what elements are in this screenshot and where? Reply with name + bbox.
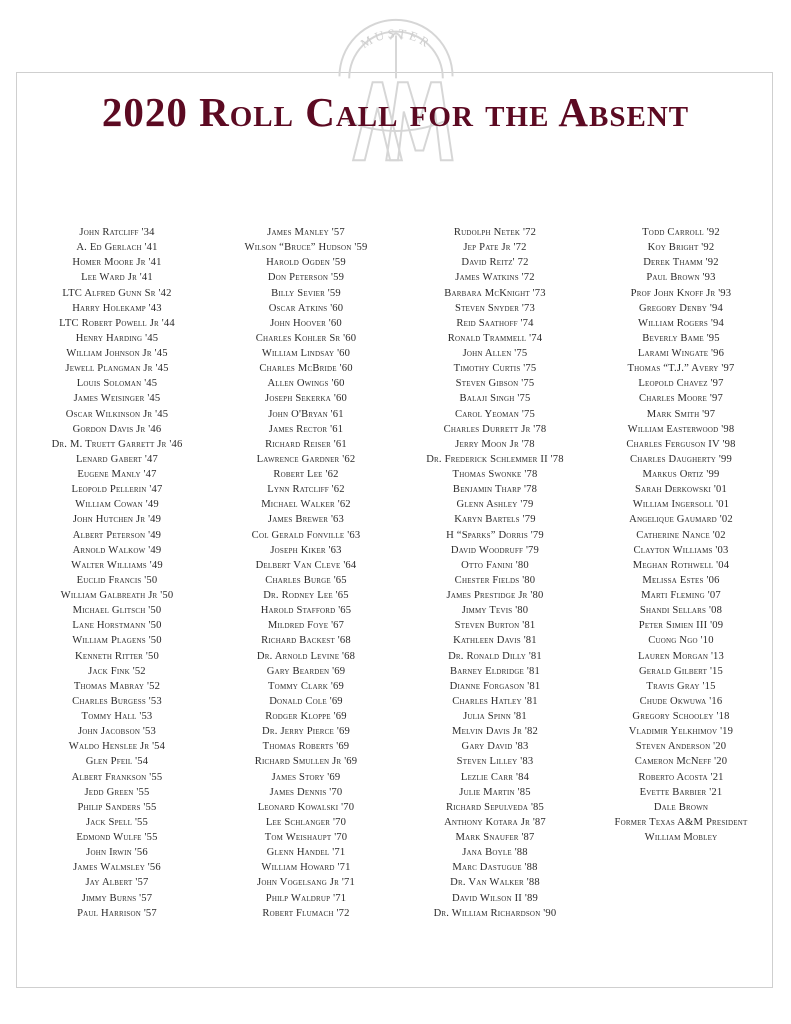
name-entry: James Rector '61: [268, 423, 344, 435]
name-entry: Steven Anderson '20: [635, 741, 727, 753]
name-entry: Michael Glitsch '50: [72, 605, 162, 617]
name-entry: Steven Gibson '75: [455, 378, 535, 390]
name-entry: William Johnson Jr '45: [66, 348, 168, 359]
name-entry: James Walmsley '56: [73, 862, 161, 874]
name-entry: Meghan Rothwell '04: [632, 559, 730, 571]
name-entry: William Rogers '94: [638, 317, 724, 329]
name-entry: Col Gerald Fonville '63: [251, 529, 361, 541]
name-entry: Billy Sevier '59: [271, 287, 341, 299]
name-entry: A. Ed Gerlach '41: [76, 242, 158, 254]
name-entry: Jedd Green '55: [84, 786, 150, 798]
name-entry: Catherine Nance '02: [636, 529, 726, 541]
name-entry: Marc Dastugue '88: [452, 862, 538, 874]
name-entry: Gregory Denby '94: [639, 302, 723, 314]
name-entry: Clayton Williams '03: [633, 544, 729, 556]
name-entry: Jerry Moon Jr '78: [455, 438, 535, 450]
name-entry: Robert Flumach '72: [262, 907, 350, 919]
name-entry: Don Peterson '59: [267, 272, 345, 284]
name-entry: Otto Fanini '80: [461, 559, 529, 571]
name-entry: Harry Holekamp '43: [72, 302, 162, 314]
name-entry: Steven Lilley '83: [456, 756, 534, 768]
name-entry: Cameron McNeff '20: [634, 756, 728, 768]
name-entry: John Jacobson '53: [77, 726, 157, 738]
name-entry: Derek Thamm '92: [643, 257, 719, 269]
names-column-2: [212, 225, 400, 921]
name-entry: Dr. Frederick Schlemmer II '78: [426, 453, 564, 465]
page-title: 2020 Roll Call for the Absent: [101, 89, 690, 135]
name-entry: David Wilson II '89: [452, 892, 538, 904]
name-entry: Dr. Arnold Levine '68: [256, 650, 356, 662]
name-entry: Jimmy Tevis '80: [461, 605, 529, 617]
name-entry: Lauren Morgan '13: [637, 650, 725, 662]
name-entry: Oscar Wilkinson Jr '45: [65, 408, 169, 420]
names-column-3: [400, 225, 590, 921]
name-entry: Charles Burge '65: [265, 574, 347, 586]
name-entry: Jay Albert '57: [85, 877, 149, 889]
name-entry: Steven Snyder '73: [454, 302, 536, 314]
name-entry: Melissa Estes '06: [642, 574, 720, 586]
name-entry: Charles Durrett Jr '78: [443, 423, 547, 435]
name-entry: Charles Kohler Sr '60: [255, 332, 357, 344]
name-entry: Marti Fleming '07: [641, 590, 721, 601]
name-entry: Thomas Mabray '52: [73, 680, 161, 692]
name-entry: Albert Frankson '55: [71, 771, 163, 783]
name-entry: David Woodruff '79: [450, 544, 540, 556]
name-entry: Vladimir Yelkhimov '19: [628, 726, 734, 738]
name-entry: Barbara McKnight '73: [444, 287, 546, 299]
name-entry: Angelique Gaumard '02: [629, 514, 733, 526]
name-entry: James Dennis '70: [269, 786, 343, 798]
name-entry: Jewell Plangman Jr '45: [65, 363, 169, 375]
name-entry: Edmond Wulfe '55: [76, 832, 158, 843]
name-entry: Reid Saathoff '74: [456, 317, 534, 329]
name-entry: Lenard Gabert '47: [76, 453, 158, 465]
name-entry: Allen Owings '60: [267, 378, 345, 390]
name-entry: Dale Brown: [653, 801, 709, 813]
name-entry: Tommy Clark '69: [268, 680, 344, 692]
name-entry: Glenn Handel '71: [266, 847, 346, 859]
name-entry: Harold Ogden '59: [266, 257, 346, 269]
name-entry: Dr. William Richardson '90: [433, 907, 557, 919]
name-entry: Glen Pfeil '54: [85, 756, 149, 768]
name-entry: Jack Spell '55: [85, 816, 149, 828]
name-entry: Paul Harrison '57: [77, 907, 157, 919]
name-entry: James Prestidge Jr '80: [446, 590, 544, 601]
name-entry: Dr. Van Walker '88: [450, 877, 540, 889]
name-entry: Ronald Trammell '74: [447, 332, 543, 344]
name-entry: Carol Yeoman '75: [454, 408, 536, 420]
name-entry: Dr. Jerry Pierce '69: [262, 726, 350, 738]
name-entry: William Howard '71: [261, 862, 351, 874]
name-entry: Rudolph Netek '72: [453, 227, 537, 238]
name-entry: Koy Bright '92: [647, 242, 715, 254]
name-entry: Delbert Van Cleve '64: [255, 559, 357, 571]
name-entry: Dr. M. Truett Garrett Jr '46: [51, 438, 183, 450]
name-entry: Jimmy Burns '57: [81, 892, 153, 904]
name-entry: Chester Fields '80: [454, 574, 536, 586]
name-entry: Balaji Singh '75: [459, 393, 531, 405]
name-entry: Dianne Forgason '81: [449, 680, 541, 692]
name-entry: Richard Reiser '61: [265, 438, 347, 450]
name-entry: Cuong Ngo '10: [648, 635, 714, 647]
name-entry: Dr. Rodney Lee '65: [263, 590, 349, 601]
names-column-4: [590, 225, 772, 921]
name-entry: William Lindsay '60: [261, 348, 351, 359]
name-entry: Lee Ward Jr '41: [81, 272, 153, 284]
name-entry: Kenneth Ritter '50: [75, 650, 159, 662]
names-column-1: [22, 225, 212, 921]
name-entry: Karyn Bartels '79: [454, 514, 536, 526]
name-entry: Henry Harding '45: [75, 332, 159, 344]
name-entry: William Galbreath Jr '50: [60, 590, 174, 601]
name-entry: Lawrence Gardner '62: [256, 453, 356, 465]
name-entry: Philip Sanders '55: [77, 801, 157, 813]
name-entry: William Ingersoll '01: [632, 499, 730, 511]
name-entry: Benjamin Tharp '78: [452, 484, 538, 496]
name-entry: James Weisinger '45: [73, 393, 161, 405]
svg-text:MUSTER: MUSTER: [358, 26, 434, 52]
name-entry: Shandi Sellars '08: [639, 605, 723, 617]
name-entry: John Irwin '56: [86, 847, 148, 859]
name-entry: James Watkins '72: [455, 272, 535, 284]
name-entry: Charles Moore '97: [639, 393, 723, 405]
name-entry: Walter Williams '49: [71, 559, 163, 571]
name-entry: Thomas “T.J.” Avery '97: [627, 363, 735, 375]
name-entry: John Ratcliff '34: [79, 227, 155, 238]
name-entry: Waldo Henslee Jr '54: [68, 741, 166, 753]
name-entry: Jana Boyle '88: [462, 847, 528, 859]
name-entry: Lezlie Carr '84: [460, 771, 530, 783]
name-entry: Lynn Ratcliff '62: [267, 484, 345, 496]
name-entry: LTC Alfred Gunn Sr '42: [62, 287, 172, 299]
name-entry: Former Texas A&M President William Mobley: [614, 816, 748, 844]
name-entry: Thomas Swonke '78: [452, 469, 538, 480]
name-entry: Evette Barbier '21: [639, 786, 723, 798]
name-entry: Gary Bearden '69: [266, 665, 346, 677]
name-entry: James Story '69: [271, 771, 341, 783]
name-entry: Homer Moore Jr '41: [72, 257, 162, 269]
name-entry: Julie Martin '85: [459, 786, 531, 798]
name-entry: Barney Eldridge '81: [450, 665, 540, 677]
name-entry: Richard Backest '68: [261, 635, 351, 647]
name-entry: Joseph Sekerka '60: [265, 393, 347, 405]
name-entry: Kathleen Davis '81: [453, 635, 537, 647]
name-entry: Jack Fink '52: [88, 665, 146, 677]
name-entry: Charles McBride '60: [259, 363, 353, 375]
name-entry: Chude Okwuwa '16: [639, 695, 723, 707]
name-entry: Markus Ortiz '99: [642, 469, 720, 480]
name-entry: Julia Spinn '81: [463, 711, 527, 722]
name-entry: Paul Brown '93: [646, 272, 716, 284]
name-entry: Arnold Walkow '49: [72, 544, 162, 556]
name-entry: Robert Lee '62: [273, 469, 339, 480]
name-entry: Timothy Curtis '75: [453, 363, 537, 375]
name-entry: Steven Burton '81: [454, 620, 536, 632]
name-entry: Travis Gray '15: [646, 680, 716, 692]
name-entry: Euclid Francis '50: [76, 574, 158, 586]
name-entry: James Manley '57: [267, 227, 345, 238]
name-entry: Harold Stafford '65: [260, 605, 352, 617]
name-entry: Peter Simien III '09: [638, 620, 724, 632]
roll-call-columns: [22, 225, 772, 921]
name-entry: John Hoover '60: [270, 317, 342, 329]
name-entry: Mark Smith '97: [646, 408, 716, 420]
name-entry: Melvin Davis Jr '82: [452, 726, 538, 738]
name-entry: John Hutchen Jr '49: [72, 514, 162, 526]
name-entry: Beverly Bame '95: [642, 332, 720, 344]
name-entry: Oscar Atkins '60: [268, 302, 344, 314]
name-entry: Leonard Kowalski '70: [257, 801, 355, 813]
name-entry: Dr. Ronald Dilly '81: [448, 650, 542, 662]
name-entry: Sarah Derkowski '01: [635, 484, 727, 496]
name-entry: Thomas Roberts '69: [262, 741, 350, 753]
name-entry: Tommy Hall '53: [81, 711, 153, 722]
name-entry: Todd Carroll '92: [642, 227, 720, 238]
name-entry: Roberto Acosta '21: [638, 771, 724, 783]
name-entry: Louis Soloman '45: [76, 378, 158, 390]
name-entry: Joseph Kiker '63: [270, 544, 342, 556]
name-entry: Prof John Knoff Jr '93: [630, 287, 732, 299]
name-entry: John Vogelsang Jr '71: [257, 877, 355, 889]
name-entry: Eugene Manly '47: [77, 469, 157, 480]
name-entry: David Reitz' 72: [461, 257, 529, 269]
name-entry: H “Sparks” Dorris '79: [446, 529, 544, 541]
name-entry: Mark Snaufer '87: [455, 832, 535, 843]
name-entry: William Cowan '49: [75, 499, 159, 511]
name-entry: John O'Bryan '61: [268, 408, 344, 420]
name-entry: Donald Cole '69: [269, 695, 343, 707]
name-entry: Charles Burgess '53: [72, 695, 162, 707]
name-entry: Anthony Kotara Jr '87: [444, 816, 546, 828]
name-entry: Larami Wingate '96: [637, 348, 725, 359]
name-entry: Mildred Foye '67: [267, 620, 345, 632]
name-entry: Jep Pate Jr '72: [463, 242, 527, 254]
name-entry: Michael Walker '62: [261, 499, 351, 511]
name-entry: John Allen '75: [462, 348, 528, 359]
name-entry: Glenn Ashley '79: [456, 499, 534, 511]
name-entry: Gordon Davis Jr '46: [72, 423, 162, 435]
name-entry: Charles Daugherty '99: [629, 453, 733, 465]
name-entry: Gary David '83: [461, 741, 529, 753]
name-entry: Albert Peterson '49: [72, 529, 162, 541]
name-entry: Charles Ferguson IV '98: [626, 438, 736, 450]
name-entry: Leopold Chavez '97: [638, 378, 724, 390]
name-entry: Tom Weishaupt '70: [264, 832, 348, 843]
name-entry: Richard Smullen Jr '69: [254, 756, 358, 768]
name-entry: Gerald Gilbert '15: [638, 665, 724, 677]
name-entry: James Brewer '63: [267, 514, 345, 526]
name-entry: William Easterwood '98: [627, 423, 735, 435]
name-entry: Lee Schlanger '70: [265, 816, 347, 828]
name-entry: Rodger Kloppe '69: [265, 711, 347, 722]
name-entry: Leopold Pellerin '47: [71, 484, 163, 496]
name-entry: Richard Sepulveda '85: [445, 801, 545, 813]
name-entry: LTC Robert Powell Jr '44: [59, 317, 175, 329]
name-entry: Gregory Schooley '18: [632, 711, 730, 722]
name-entry: Philp Waldrup '71: [265, 892, 347, 904]
name-entry: Wilson “Bruce” Hudson '59: [244, 242, 368, 254]
name-entry: Charles Hatley '81: [452, 695, 538, 707]
name-entry: William Plagens '50: [72, 635, 162, 647]
name-entry: Lane Horstmann '50: [72, 620, 162, 632]
